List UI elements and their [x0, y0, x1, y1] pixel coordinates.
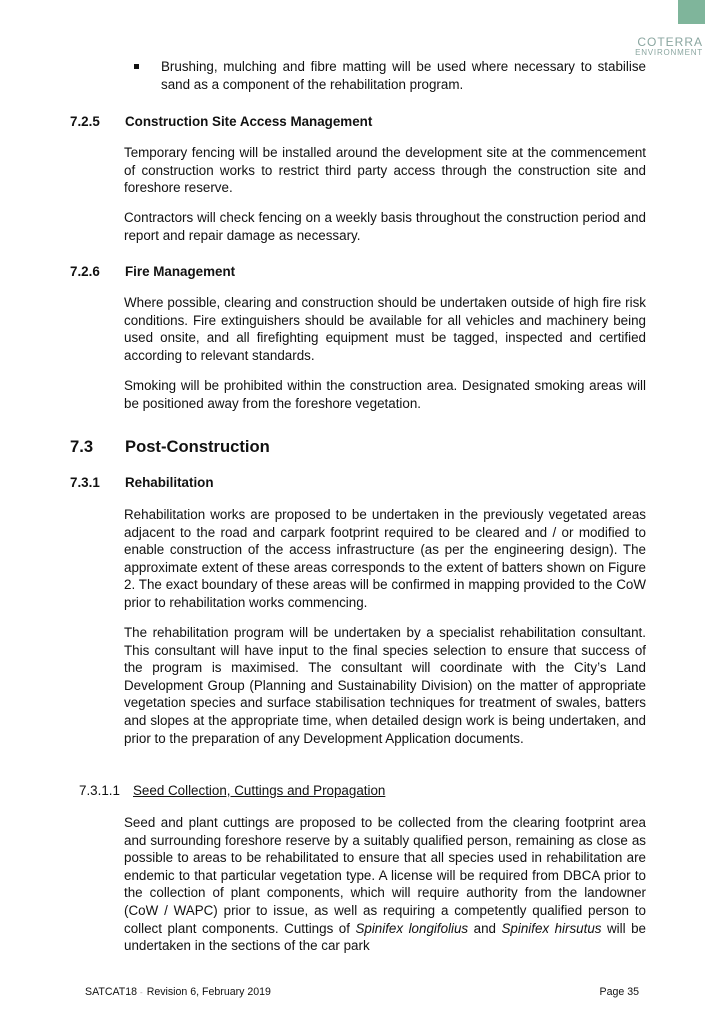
footer-document-info [85, 986, 271, 998]
species-name: Spinifex hirsutus [501, 920, 602, 936]
logo-subtitle: ENVIRONMENT [635, 48, 703, 57]
corner-color-tab [678, 0, 705, 24]
paragraph: Contractors will check fencing on a weekly basis throughout the construction period and report and repair damage as necessary. [124, 210, 646, 243]
section-number: 7.2.6 [70, 264, 100, 279]
section-title: Rehabilitation [125, 475, 214, 490]
paragraph: Rehabilitation works are proposed to be undertaken in the previously vegetated areas adjacent to the road and carpark footprint required to be cleared and / or modified to enable construction of the access infrastructure (as per the engineering design). The approximate extent of these areas corresponds to the extent of batters shown on Figure 2. The exact boundary of these areas will be confirmed in mapping provided to the CoW prior to rehabilitation works commencing. [124, 507, 646, 610]
paragraph [124, 814, 646, 955]
section-number: 7.3.1.1 [79, 783, 120, 798]
paragraph-text: and [468, 920, 502, 936]
paragraph: Where possible, clearing and construction should be undertaken outside of high fire risk conditions. Fire extinguishers should be available for all vehicles and machinery being used onsite, and all firefighting equipment must be tagged, inspected and certified according to relevant standards. [124, 295, 646, 363]
page-number: Page 35 [599, 986, 639, 998]
section-title: Post-Construction [125, 437, 270, 456]
section-title: Fire Management [125, 264, 236, 279]
bullet-item [134, 58, 646, 93]
section-number: 7.3.1 [70, 475, 100, 490]
bullet-marker-icon [134, 64, 139, 69]
section-number: 7.2.5 [70, 114, 100, 129]
section-title: Construction Site Access Management [125, 114, 373, 129]
revision-info: Revision 6, February 2019 [146, 986, 271, 998]
paragraph: Temporary fencing will be installed around the development site at the commencement of construction works to restrict third party access through the construction site and foreshore reserve. [124, 145, 646, 196]
paragraph-text: Seed and plant cuttings are proposed to be collected from the clearing footprint area and surrounding foreshore reserve by a suitably qualified person, remaining as close as possible to areas to be rehabilitated to ensure that all species used in rehabilitation are endemic to that particular vegetation type. A license will be required from DBCA prior to the collection of plant components, which will require authority from the landowner (CoW / WAPC) prior to issue, as well as requiring a competently qualified person to collect plant components. Cuttings of [124, 815, 646, 936]
paragraph-text: will be undertaken in the sections of the car park [124, 920, 646, 954]
logo-wordmark: COTERRA [637, 35, 703, 49]
section-number: 7.3 [70, 437, 94, 456]
coterra-logo [635, 36, 703, 57]
document-code: SATCAT18 [85, 986, 138, 998]
section-title: Seed Collection, Cuttings and Propagation [133, 783, 386, 798]
paragraph: Smoking will be prohibited within the construction area. Designated smoking areas will be positioned away from the foreshore vegetation. [124, 378, 646, 411]
footer-separator: - [140, 988, 143, 997]
species-name: Spinifex longifolius [355, 920, 469, 936]
paragraph: The rehabilitation program will be undertaken by a specialist rehabilitation consultant. This consultant will have input to the final species selection to ensure that success of the program is maximised. The consultant will coordinate with the City’s Land Development Group (Planning and Sustainability Division) on the matter of appropriate vegetation species and surface stabilisation techniques for treatment of swales, batters and slopes at the appropriate time, when detailed design work is being undertaken, and prior to the preparation of any Development Application documents. [124, 625, 646, 746]
bullet-text: Brushing, mulching and fibre matting will be used where necessary to stabilise sand as a component of the rehabilitation program. [161, 59, 646, 92]
